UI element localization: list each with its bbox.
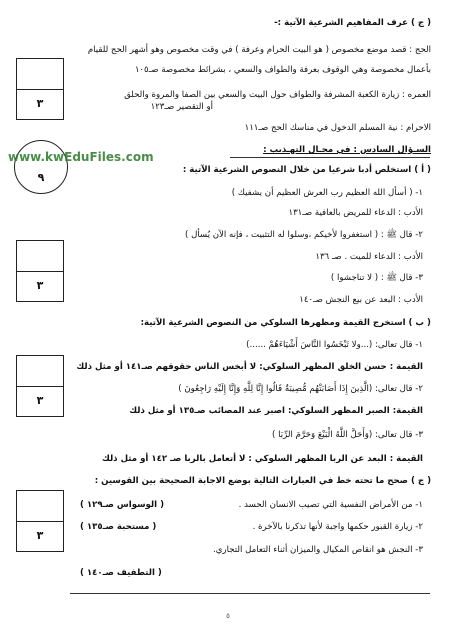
hajj-definition-line2: بأعمال مخصوصة وهي الوقوف بعرفة والطواف والسعي ، بشرائط مخصوصة صـ١٠٥ — [134, 65, 431, 75]
adab-answer-3: الأدب : البعد عن بيع النجش صـ١٤٠ — [299, 295, 423, 305]
correct-item-2: ٢- زيارة القبور حكمها واجبة لأنها تذكرنا بالآخرة . — [252, 522, 423, 532]
adab-answer-2: الأدب : الدعاء للميت . صـ ١٣٦ — [315, 252, 423, 262]
section-c2-heading: ( ج ) صحح ما تحته خط في العبارات التالية بوضع الاجابة الصحيحة بين القوسين : — [94, 476, 431, 486]
umrah-definition-line1: العمره : زيارة الكعبة المشرفة والطواف حول البيت والسعي بين الصفا والمروة والحلق — [124, 90, 431, 100]
score-circle — [14, 140, 68, 194]
value-text-2: ٢- قال تعالى: (الَّذِينَ إِذَا أَصَابَتْهُم مُّصِيبَةٌ قَالُوا إِنَّا لِلَّهِ وَإِنَّا إِلَيْهِ رَاجِعُونَ ) — [178, 384, 423, 394]
adab-answer-1: الأدب : الدعاء للمريض بالعافية صـ١٣١ — [288, 208, 423, 218]
umrah-definition-line2: أو التقصير صـ١٢٣ — [150, 102, 213, 112]
score-value-4: ٣ — [36, 529, 44, 542]
underline-question-six — [230, 157, 430, 158]
section-b-heading: ( ب ) استخرج القيمة ومظهرها السلوكي من النصوص الشرعية الآتية: — [140, 318, 431, 328]
text-item-2: ٢- قال ﷺ : ( استغفروا لأخيكم ،وسلوا له التثبيت ، فإنه الآن يُسأل ) — [184, 230, 423, 240]
value-answer-3: القيمة : البعد عن الربا المظهر السلوكي : لا أتعامل بالربا صـ ١٤٢ أو مثل ذلك — [101, 454, 423, 464]
correct-item-1: ١- من الأمراض النفسية التي تصيب الانسان الحسد . — [238, 500, 423, 510]
score-value-3: ٣ — [36, 394, 44, 407]
ihram-definition: الاحرام : نية المسلم الدخول في مناسك الحج صـ١١١ — [244, 123, 431, 133]
question-six-heading: السـؤال السادس : في مجـال التهـذيب : — [263, 145, 431, 155]
correct-answer-3: ( التطفيف صـ١٤٠ ) — [80, 568, 162, 578]
correct-answer-2: ( مستحبة صـ١٣٥ ) — [80, 522, 157, 532]
score-value-1: ٣ — [36, 97, 44, 110]
score-value-2: ٣ — [36, 279, 44, 292]
text-item-3: ٣- قال ﷺ : ( لا تناجشوا ) — [330, 273, 423, 283]
value-text-1: ١- قال تعالى: (...ولا تَبْخَسُوا النَّاسَ أَشْيَاءَهُمْ ......) — [246, 340, 423, 350]
score-box-2 — [16, 240, 64, 302]
answer-divider — [70, 593, 430, 594]
score-box-4 — [16, 490, 64, 552]
value-answer-1: القيمة : حسن الخلق المظهر السلوكي: لا أبخس الناس حقوقهم صـ١٤١ أو مثل ذلك — [76, 362, 423, 372]
correct-answer-1: ( الوسواس صـ١٢٩ ) — [80, 500, 165, 510]
hajj-definition-line1: الحج : قصد موضع مخصوص ( هو البيت الحرام وعرفة ) في وقت مخصوص وهو أشهر الحج للقيام — [87, 45, 431, 55]
value-text-3: ٣- قال تعالى: (وَأَحَلَّ اللَّهُ الْبَيْعَ وَحَرَّمَ الرِّبَا ) — [272, 430, 423, 440]
value-answer-2: القيمة: الصبر المظهر السلوكي: اصبر عند المصائب صـ١٣٥ أو مثل ذلك — [129, 406, 423, 416]
score-circle-value: ٩ — [37, 171, 45, 184]
text-item-1: ١- ( أسأل الله العظيم رب العرش العظيم أن يشفيك ) — [231, 188, 423, 198]
score-box-1 — [16, 58, 64, 120]
score-box-3 — [16, 355, 64, 417]
page-number: ٥ — [226, 612, 230, 620]
section-a-heading: ( أ ) استخلص أدبا شرعيا من خلال النصوص الشرعية الآتية : — [182, 165, 431, 175]
watermark-url: www.kwEduFiles.com — [8, 150, 154, 164]
section-c-heading: ( ج ) عرف المفاهيم الشرعية الآتية :- — [274, 18, 431, 28]
correct-item-3: ٣- النجش هو انقاص المكيال والميزان أثناء التعامل التجاري. — [212, 545, 423, 555]
